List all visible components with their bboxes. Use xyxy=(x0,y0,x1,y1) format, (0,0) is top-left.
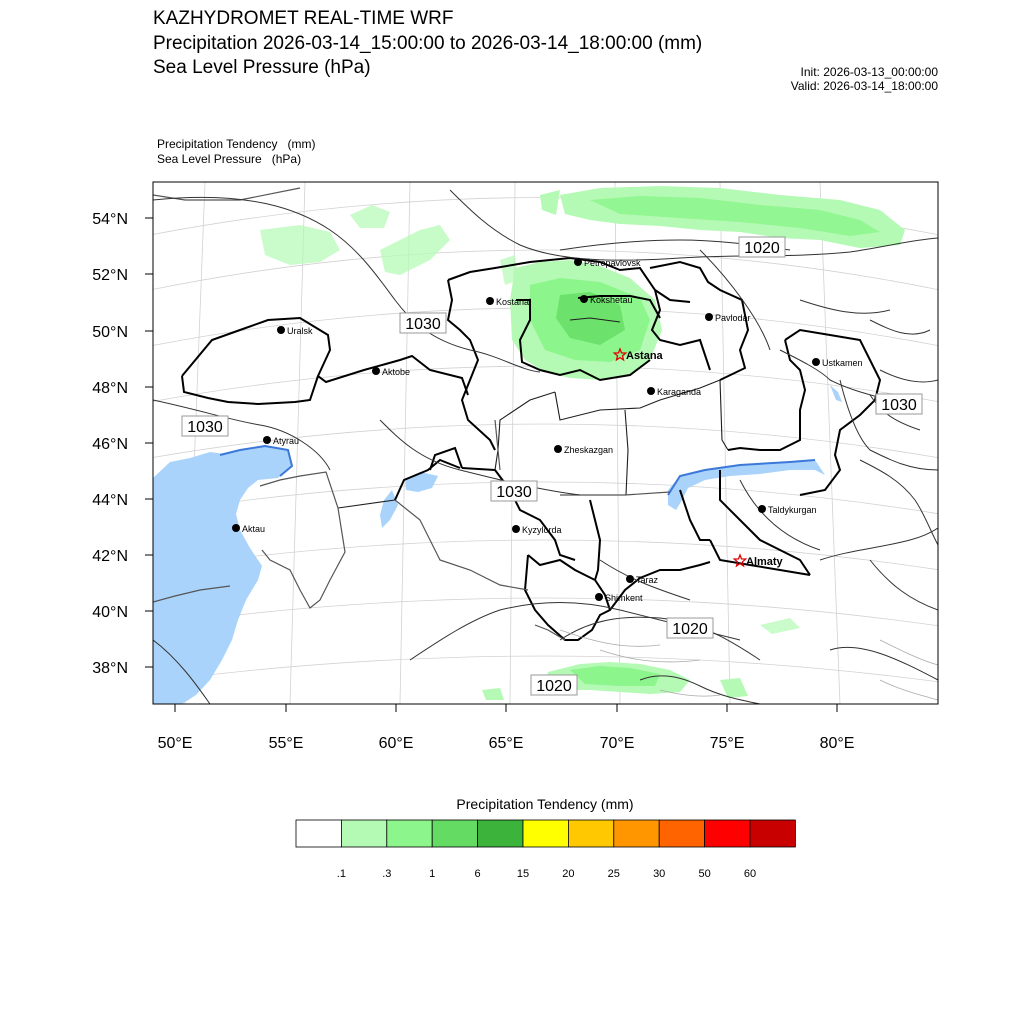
lat-label: 46°N xyxy=(92,436,128,453)
city-label: Kostanai xyxy=(496,297,532,307)
city-label: Petropavlovsk xyxy=(584,258,641,268)
city-marker xyxy=(574,258,582,266)
field-label-precip: Precipitation Tendency (mm) xyxy=(157,137,316,151)
colorbar-swatch xyxy=(478,820,523,847)
colorbar-swatch xyxy=(705,820,750,847)
city-label: Aktau xyxy=(242,524,266,534)
colorbar-title: Precipitation Tendency (mm) xyxy=(456,796,634,812)
city-label: Atyrau xyxy=(273,436,300,446)
lon-label: 80°E xyxy=(819,735,855,752)
precipitation-areas xyxy=(260,186,905,700)
lon-label: 55°E xyxy=(268,735,304,752)
colorbar-swatch xyxy=(296,820,341,847)
city-marker xyxy=(580,295,588,303)
colorbar-label: 25 xyxy=(607,868,620,880)
lat-label: 54°N xyxy=(92,211,128,228)
city-label: Pavlodar xyxy=(715,313,751,323)
init-time: Init: 2026-03-13_00:00:00 xyxy=(800,65,938,79)
city-label: Almaty xyxy=(746,556,783,568)
lat-label: 42°N xyxy=(92,548,128,565)
city-marker xyxy=(277,326,285,334)
lon-label: 70°E xyxy=(599,735,635,752)
title-line-3: Sea Level Pressure (hPa) xyxy=(153,57,371,78)
lon-label: 60°E xyxy=(378,735,414,752)
city-marker xyxy=(512,525,520,533)
lon-axis xyxy=(158,704,855,752)
isobar-label: 1030 xyxy=(496,484,532,501)
colorbar xyxy=(296,820,795,847)
city-label: Karaganda xyxy=(657,387,702,397)
isobar-label: 1030 xyxy=(881,397,917,414)
lon-label: 75°E xyxy=(709,735,745,752)
city-marker xyxy=(554,445,562,453)
title-line-2: Precipitation 2026-03-14_15:00:00 to 2026-03-14_18:00:00 (mm) xyxy=(153,33,703,54)
lat-label: 40°N xyxy=(92,604,128,621)
colorbar-label: 20 xyxy=(562,868,575,880)
lat-axis xyxy=(92,211,153,677)
lat-label: 38°N xyxy=(92,660,128,677)
city-marker xyxy=(595,593,603,601)
city-marker xyxy=(758,505,766,513)
city-marker xyxy=(486,297,494,305)
city-marker xyxy=(626,575,634,583)
city-label: Uralsk xyxy=(287,326,313,336)
valid-time: Valid: 2026-03-14_18:00:00 xyxy=(790,79,938,93)
city-marker xyxy=(812,358,820,366)
colorbar-swatch xyxy=(432,820,477,847)
city-label: Taldykurgan xyxy=(768,505,817,515)
title-line-1: KAZHYDROMET REAL-TIME WRF xyxy=(153,8,454,29)
colorbar-label: 30 xyxy=(653,868,666,880)
city-label: Kokshetau xyxy=(590,295,633,305)
balkhash-lake xyxy=(668,460,825,510)
city-label: Taraz xyxy=(636,575,659,585)
colorbar-label: 6 xyxy=(474,868,481,880)
colorbar-swatch xyxy=(614,820,659,847)
city-marker xyxy=(705,313,713,321)
city-label: Kyzylorda xyxy=(522,525,562,535)
aral-sea xyxy=(380,490,398,528)
colorbar-label: 1 xyxy=(429,868,436,880)
colorbar-label: .3 xyxy=(382,868,392,880)
lat-label: 44°N xyxy=(92,492,128,509)
city-marker xyxy=(647,387,655,395)
city-marker xyxy=(372,367,380,375)
isobar-label: 1030 xyxy=(187,419,223,436)
colorbar-label: .1 xyxy=(336,868,346,880)
field-label-slp: Sea Level Pressure (hPa) xyxy=(157,152,302,166)
colorbar-label: 15 xyxy=(516,868,530,880)
isobar-label: 1020 xyxy=(672,621,708,638)
city-label: Astana xyxy=(626,350,663,362)
colorbar-swatch xyxy=(523,820,568,847)
colorbar-label: 50 xyxy=(698,868,711,880)
city-label: Shimkent xyxy=(605,593,643,603)
colorbar-swatch xyxy=(341,820,386,847)
isobar-label: 1020 xyxy=(744,240,780,257)
isobar-label: 1020 xyxy=(536,678,572,695)
lon-label: 65°E xyxy=(488,735,524,752)
colorbar-swatch xyxy=(750,820,795,847)
isobar-label: 1030 xyxy=(405,316,441,333)
caspian-sea xyxy=(153,446,292,704)
city-marker xyxy=(263,436,271,444)
lon-label: 50°E xyxy=(157,735,193,752)
city-label: Zheskazgan xyxy=(564,445,614,455)
colorbar-swatch xyxy=(568,820,613,847)
city-marker xyxy=(232,524,240,532)
colorbar-swatch xyxy=(387,820,432,847)
lat-label: 48°N xyxy=(92,380,128,397)
lat-label: 50°N xyxy=(92,324,128,341)
city-label: Ustkamen xyxy=(822,358,863,368)
city-label: Aktobe xyxy=(382,367,411,377)
lat-label: 52°N xyxy=(92,267,128,284)
colorbar-label: 60 xyxy=(743,868,757,880)
colorbar-swatch xyxy=(659,820,704,847)
